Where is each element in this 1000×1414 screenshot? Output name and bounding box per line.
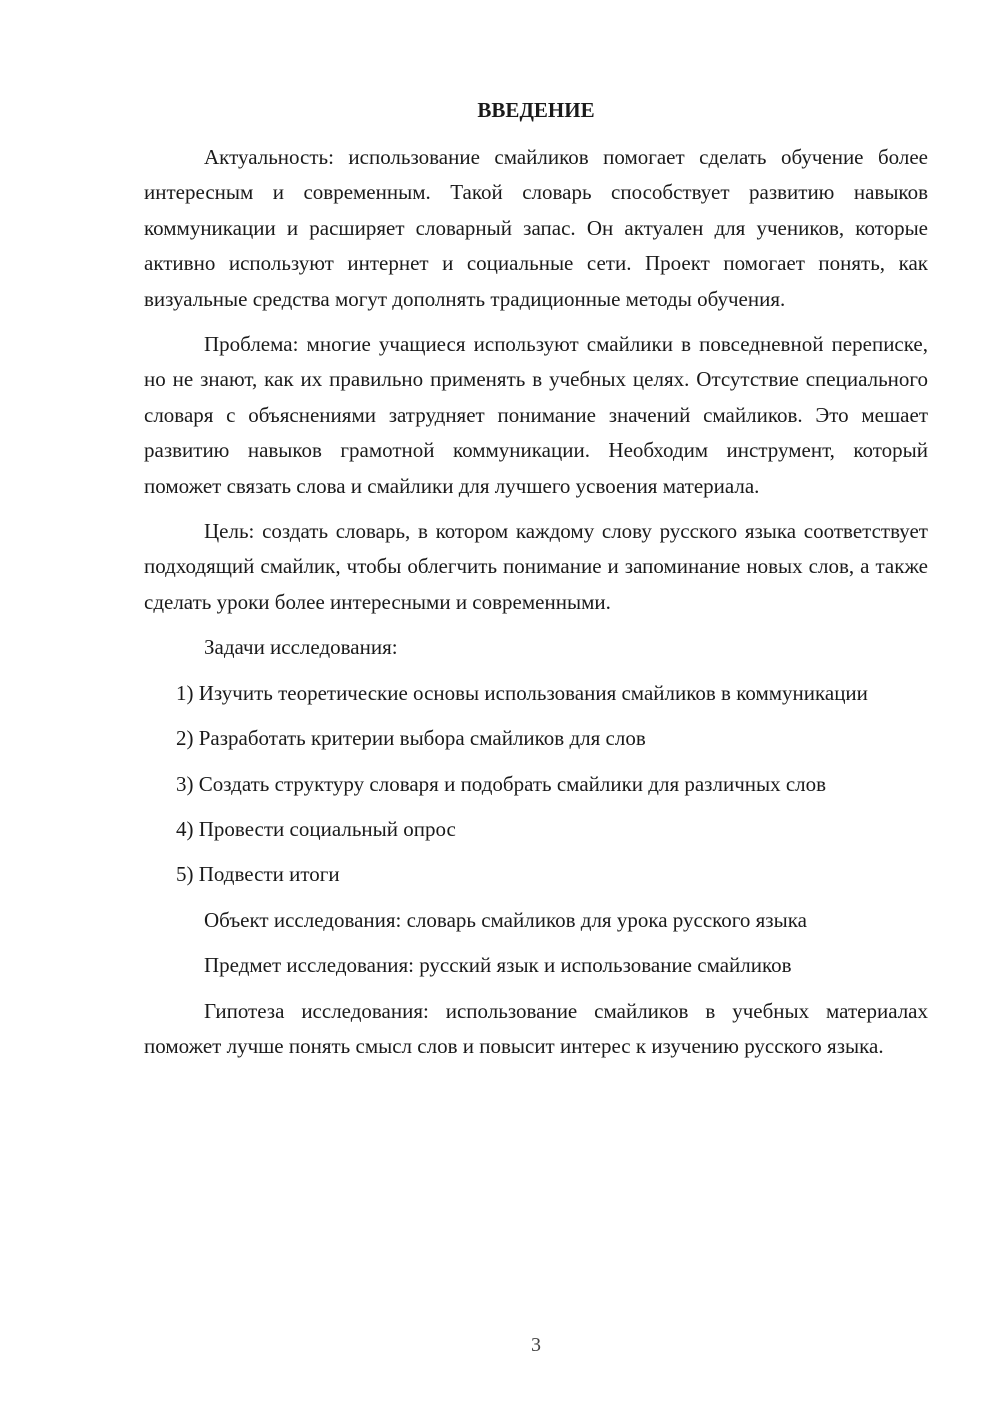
page-title: ВВЕДЕНИЕ	[477, 98, 595, 122]
task-item-4: 4) Провести социальный опрос	[176, 816, 456, 841]
task-item-3: 3) Создать структуру словаря и подобрать смайлики для различных слов	[176, 771, 827, 796]
hypothesis-paragraph: Гипотеза исследования: использование смайликов в учебных материалах поможет лучше понять смысл слов и повысит интерес к изучению русского языка.	[144, 998, 928, 1058]
page-number: 3	[531, 1334, 541, 1356]
goal-paragraph: Цель: создать словарь, в котором каждому слову русского языка соответствует подходящий смайлик, чтобы облегчить понимание и запоминание новых слов, а также сделать уроки более интересными и современными.	[144, 519, 928, 614]
relevance-paragraph: Актуальность: использование смайликов помогает сделать обучение более интересным и современным. Такой словарь способствует развитию навыков коммуникации и расширяет словарный запас. Он актуален для учеников, которые активно используют интернет и социальные сети. Проект помогает понять, как визуальные средства могут дополнять традиционные методы обучения.	[144, 145, 928, 311]
task-item-2: 2) Разработать критерии выбора смайликов для слов	[176, 726, 646, 751]
task-item-5: 5) Подвести итоги	[176, 862, 340, 887]
tasks-heading: Задачи исследования:	[204, 635, 398, 660]
task-item-1: 1) Изучить теоретические основы использования смайликов в коммуникации	[176, 680, 868, 705]
object-paragraph: Объект исследования: словарь смайликов для урока русского языка	[204, 907, 807, 932]
problem-paragraph: Проблема: многие учащиеся используют смайлики в повседневной переписке, но не знают, как их правильно применять в учебных целях. Отсутствие специального словаря с объяснениями затрудняет понимание значений смайликов. Это мешает развитию навыков грамотной коммуникации. Необходим инструмент, который поможет связать слова и смайлики для лучшего усвоения материала.	[144, 332, 928, 498]
subject-paragraph: Предмет исследования: русский язык и использование смайликов	[204, 953, 792, 978]
document-page	[144, 96, 928, 1074]
